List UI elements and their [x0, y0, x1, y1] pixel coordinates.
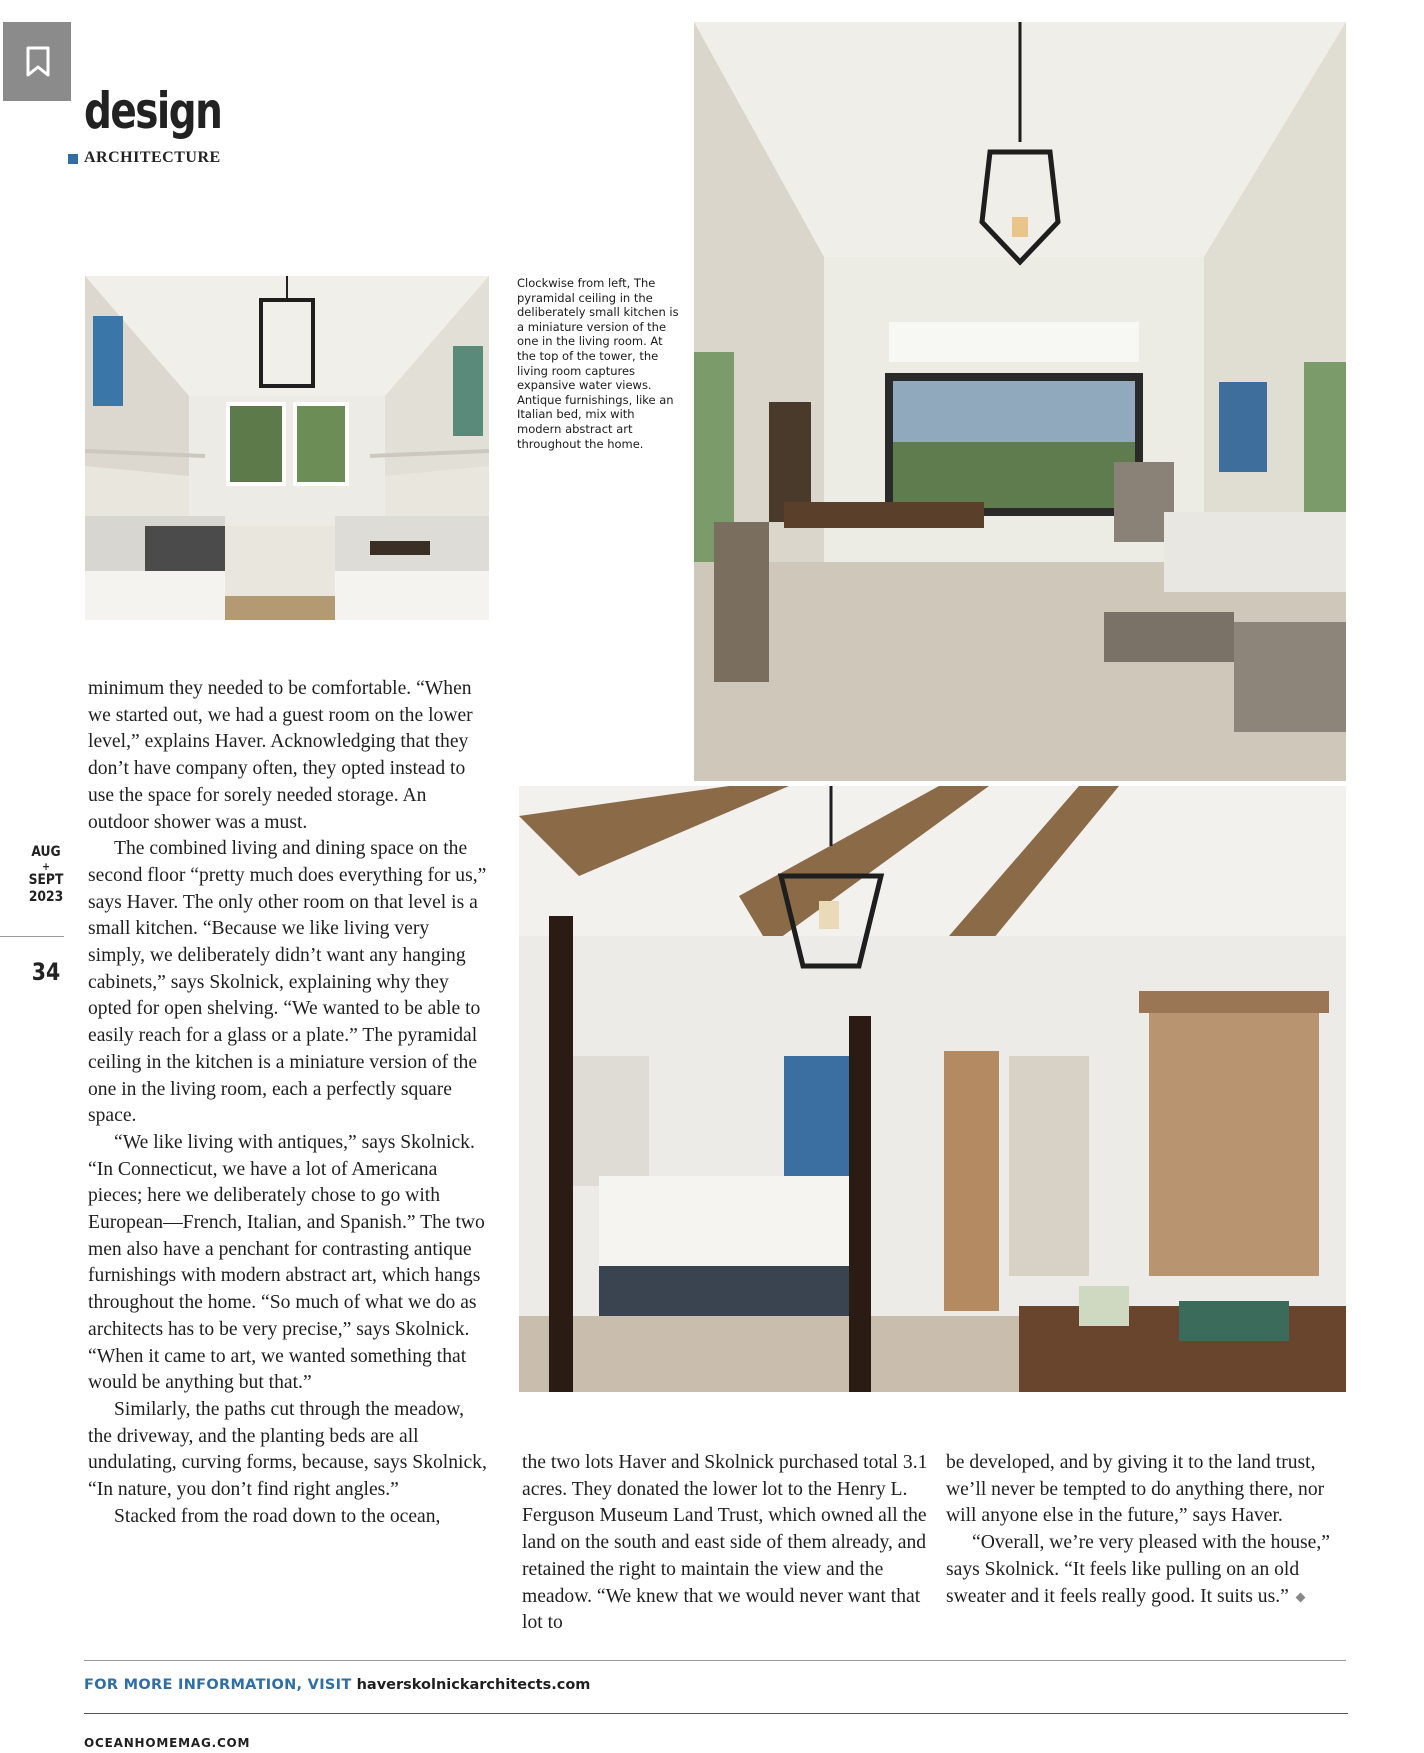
issue-month2: SEPT — [28, 872, 64, 888]
more-info-link[interactable]: haverskolnickarchitects.com — [356, 1677, 591, 1693]
paragraph: “We like living with antiques,” says Skolnick. “In Connecticut, we have a lot of Americana pieces; here we deliberately chose to go with European—French, Italian, and Spanish.” The two men also have a penchant for contrasting antique furnishings with modern abstract art, which hangs throughout the home. “So much of what we do as architects has to be very precise,” says Skolnick. “When it came to art, we wanted something that would be anything but that.” — [88, 1131, 485, 1394]
bedroom-photo — [519, 786, 1346, 1392]
issue-plus: + — [42, 860, 50, 873]
end-mark-icon — [1295, 1592, 1305, 1602]
issue-year: 2023 — [28, 889, 64, 905]
paragraph: be developed, and by giving it to the land trust, we’ll never be tempted to do anything there, nor will anyone else in the future,” says Haver. — [946, 1452, 1325, 1527]
living-room-photo — [694, 22, 1346, 781]
paragraph: The combined living and dining space on the second floor “pretty much does everything for us,” says Haver. The only other room on that level is a small kitchen. “Because we like living very simply, we deliberately didn’t want any hanging cabinets,” says Skolnick, explaining why they opted for open shelving. “We wanted to be able to easily reach for a glass or a plate.” The pyramidal ceiling in the kitchen is a miniature version of the one in the living room, each a perfectly square space. — [88, 838, 487, 1127]
bookmark-icon — [25, 46, 51, 78]
section-subtitle: ARCHITECTURE — [84, 149, 221, 166]
bookmark-button[interactable] — [3, 22, 71, 101]
more-info-label: FOR MORE INFORMATION, VISIT — [84, 1677, 352, 1693]
rail-divider — [0, 936, 64, 937]
issue-month: AUG — [31, 844, 61, 860]
page-number: 34 — [31, 958, 61, 986]
paragraph: minimum they needed to be comfortable. “When we started out, we had a guest room on the lower level,” explains Haver. Acknowledging that they don’t have company often, they opted instead to use the space for sorely needed storage. An outdoor shower was a must. — [88, 678, 473, 833]
issue-date — [26, 844, 67, 906]
more-info — [84, 1677, 590, 1693]
section-title: design — [84, 82, 222, 140]
body-column-2 — [522, 1450, 932, 1637]
photo-caption: Clockwise from left, The pyramidal ceiling in the deliberately small kitchen is a miniature version of the one in the living room. At the top of the tower, the living room captures expansive water views. Antique furnishings, like an Italian bed, mix with modern abstract art throughout the home. — [517, 276, 679, 451]
section-marker — [68, 154, 78, 164]
footer-rule — [84, 1660, 1346, 1661]
body-column-3 — [946, 1450, 1356, 1610]
site-name: OCEANHOMEMAG.COM — [84, 1736, 251, 1750]
paragraph-text: “Overall, we’re very pleased with the house,” says Skolnick. “It feels like pulling on an old sweater and it feels really good. It suits us.” — [946, 1532, 1330, 1607]
paragraph: the two lots Haver and Skolnick purchased total 3.1 acres. They donated the lower lot to the Henry L. Ferguson Museum Land Trust, which owned all the land on the south and east side of them already, and retained the right to maintain the view and the meadow. “We knew that we would never want that lot to — [522, 1452, 928, 1634]
paragraph-last — [946, 1530, 1356, 1610]
body-column-1 — [88, 676, 488, 1531]
footer-rule-bottom — [84, 1713, 1348, 1714]
paragraph: Stacked from the road down to the ocean, — [114, 1505, 441, 1527]
paragraph: Similarly, the paths cut through the meadow, the driveway, and the planting beds are all undulating, curving forms, because, says Skolnick, “In nature, you don’t find right angles.” — [88, 1398, 487, 1501]
kitchen-photo — [85, 276, 489, 620]
